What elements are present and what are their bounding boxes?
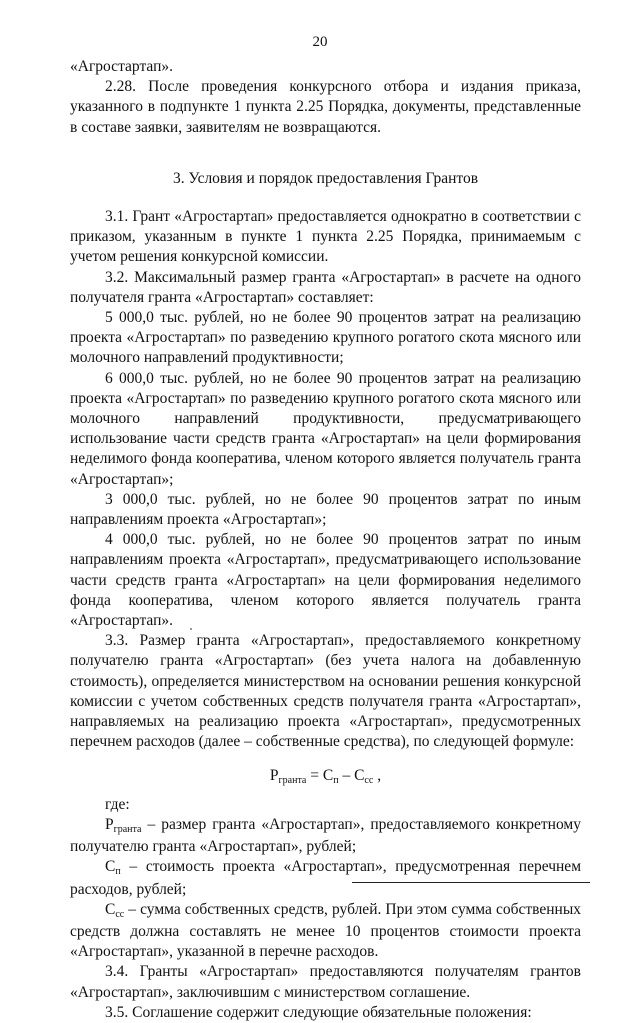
paragraph-3-2-item-a: 5 000,0 тыс. рублей, но не более 90 процентов затрат на реализацию проекта «Агростартап» по разведению крупного рогатого скота мясного или молочного направлений продуктивности; xyxy=(70,309,581,367)
paragraph-3-4: 3.4. Гранты «Агростартап» предоставляются получателям грантов «Агростартап», заключившим с министерством соглашение. xyxy=(70,963,581,1001)
formula-c-subscript: п xyxy=(333,774,339,786)
formula-eq: = C xyxy=(306,766,334,784)
paragraph-3-5: 3.5. Соглашение содержит следующие обязательные положения: xyxy=(105,1003,532,1021)
def-c-text: – стоимость проекта «Агростартап», предусмотренная перечнем расходов, рублей; xyxy=(70,858,581,898)
document-body xyxy=(70,57,581,1023)
formula-cc-subscript: сс xyxy=(364,774,374,786)
definition-p-grant xyxy=(70,815,581,857)
section-title: 3. Условия и порядок предоставления Грантов xyxy=(172,169,479,187)
paragraph-3-3: 3.3. Размер гранта «Агростартап», предоставляемого конкретному получателю гранта «Агростартап» (без учета налога на добавленную стоимость), определяется министерством на основании решения конкурсной комиссии с учетом собственных средств получателя гранта «Агростартап», направляемых на реализацию проекта «Агростартап», предусмотренных перечнем расходов (далее – собственные средства), по следующей формуле: xyxy=(70,632,581,751)
paragraph-3-2: 3.2. Максимальный размер гранта «Агростартап» в расчете на одного получателя гранта «Агростартап» составляет: xyxy=(70,268,581,306)
formula-p-subscript: гранта xyxy=(278,774,307,786)
grant-formula xyxy=(70,766,581,788)
def-c-symbol: C xyxy=(105,858,116,876)
formula-tail: , xyxy=(373,766,382,784)
def-p-text: – размер гранта «Агростартап», предоставляемого конкретному получателю гранта «Агростартап», рублей; xyxy=(70,815,581,856)
where-label: где: xyxy=(105,795,130,813)
paragraph-3-2-item-c: 3 000,0 тыс. рублей, но не более 90 процентов затрат по иным направлениям проекта «Агростартап»; xyxy=(70,490,581,529)
def-c-subscript: п xyxy=(115,866,121,878)
def-cc-symbol: C xyxy=(105,900,116,918)
def-cc-subscript: сс xyxy=(115,908,125,920)
def-p-symbol: P xyxy=(105,815,114,833)
paragraph-3-1: 3.1. Грант «Агростартап» предоставляется однократно в соответствии с приказом, указанным в пункте 1 пункта 2.25 Порядка, принимаемым с учетом решения конкурсной комиссии. xyxy=(70,208,581,266)
definition-c-ss xyxy=(70,900,581,963)
page-number: 20 xyxy=(312,34,328,50)
bottom-rule xyxy=(352,882,590,883)
paragraph-continuation: «Агростартап». xyxy=(70,58,174,75)
formula-p: P xyxy=(269,766,279,784)
scan-speck xyxy=(190,628,192,630)
formula-minus: – C xyxy=(338,766,365,784)
paragraph-2-28: 2.28. После проведения конкурсного отбора и издания приказа, указанного в подпункте 1 пункта 2.25 Порядка, документы, представленные в составе заявки, заявителям не возвращаются. xyxy=(70,78,581,136)
definition-c-p xyxy=(70,857,581,899)
paragraph-3-2-item-b: 6 000,0 тыс. рублей, но не более 90 процентов затрат на реализацию проекта «Агростартап» по разведению крупного рогатого скота мясного или молочного направлений продуктивности, предусматривающего использование части средств гранта «Агростартап» на цели формирования неделимого фонда кооператива, членом которого является получатель гранта «Агростартап»; xyxy=(70,369,581,488)
paragraph-3-2-item-d: 4 000,0 тыс. рублей, но не более 90 процентов затрат по иным направлениям проекта «Агростартап», предусматривающего использование части средств гранта «Агростартап» на цели формирования неделимого фонда кооператива, членом которого является получатель гранта «Агростартап». xyxy=(70,531,581,630)
def-p-subscript: гранта xyxy=(113,823,142,835)
def-cc-text: – сумма собственных средств, рублей. При этом сумма собственных средств должна составлять не менее 10 процентов стоимости проекта «Агростартап», указанной в перечне расходов. xyxy=(70,900,581,961)
